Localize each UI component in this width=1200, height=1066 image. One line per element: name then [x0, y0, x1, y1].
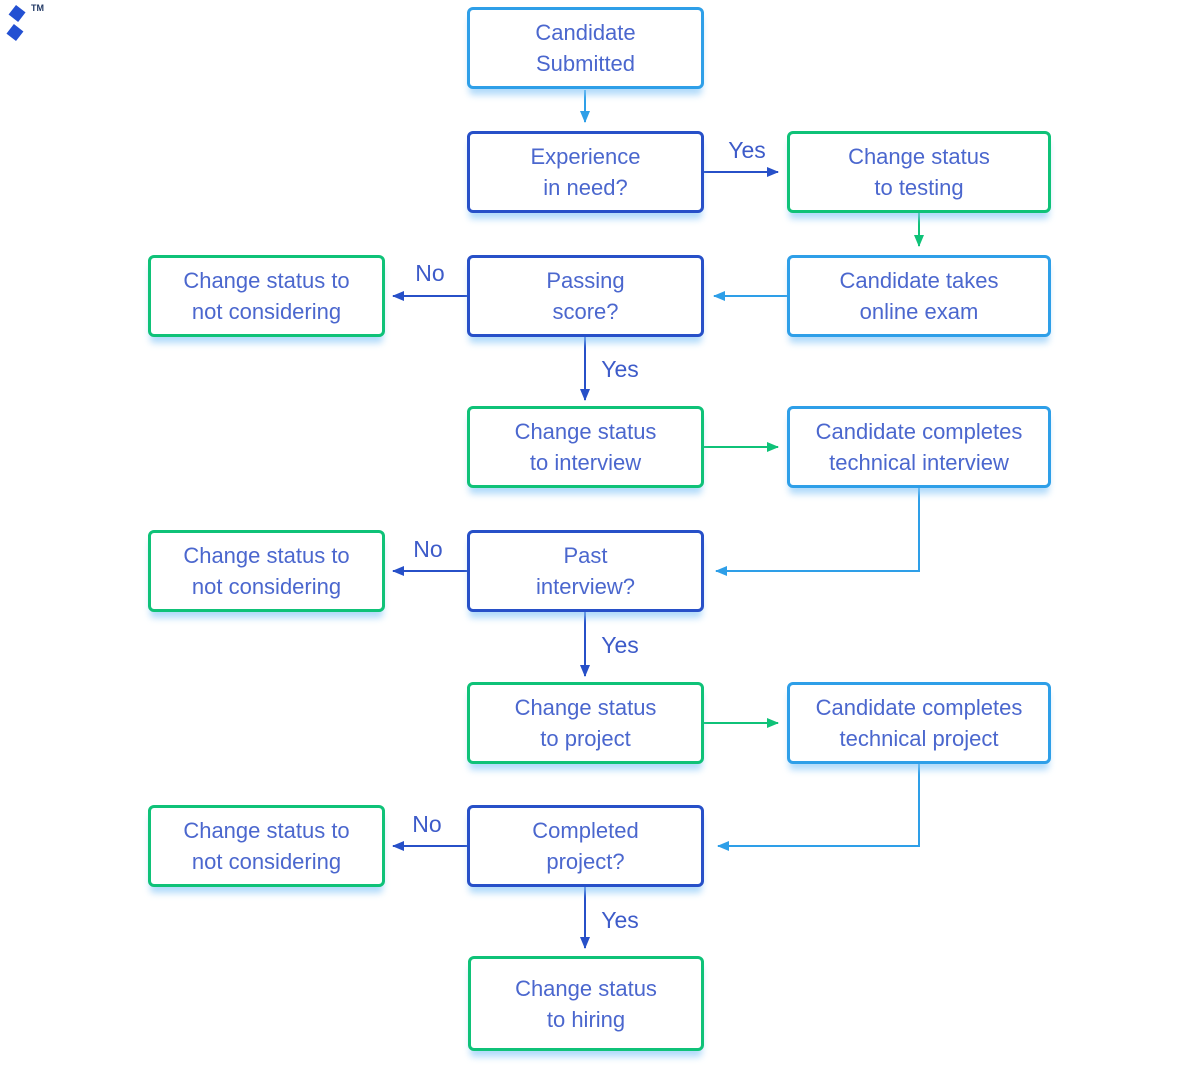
node-candidate-takes-exam	[787, 255, 1051, 337]
node-passing-score	[467, 255, 704, 337]
node-text: Change status	[514, 419, 657, 444]
node-experience-in-need	[467, 131, 704, 213]
node-completed-project	[467, 805, 704, 887]
node-text: Submitted	[535, 51, 636, 76]
node-text: technical project	[839, 726, 999, 751]
node-text: online exam	[859, 299, 979, 324]
edge-label-yes-experience: Yes	[728, 137, 766, 163]
node-change-status-project	[467, 682, 704, 764]
node-text: to testing	[874, 175, 964, 200]
connector-tech-project-to-completed	[718, 764, 919, 846]
node-text: to interview	[529, 450, 642, 475]
node-text: Change status to	[183, 543, 350, 568]
edge-label-yes-passing: Yes	[601, 356, 639, 382]
edge-label-yes-past: Yes	[601, 632, 639, 658]
node-text: not considering	[191, 299, 342, 324]
node-text: Experience	[530, 144, 641, 169]
trademark-label: TM	[31, 3, 44, 13]
node-candidate-submitted	[467, 7, 704, 89]
node-text: Change status to	[183, 818, 350, 843]
node-text: Passing	[546, 268, 625, 293]
node-text: Candidate takes	[839, 268, 999, 293]
toptal-logo-icon	[5, 5, 27, 41]
connector-tech-interview-to-past	[716, 488, 919, 571]
node-text: Change status	[848, 144, 990, 169]
edge-label-no-completed: No	[412, 811, 442, 837]
node-not-considering-2	[148, 530, 385, 612]
node-change-status-hiring	[468, 956, 704, 1051]
toptal-logo	[5, 5, 49, 45]
node-text: not considering	[191, 574, 342, 599]
node-text: to project	[540, 726, 631, 751]
node-text: Candidate	[535, 20, 636, 45]
node-candidate-completes-project	[787, 682, 1051, 764]
node-text: Change status to	[183, 268, 350, 293]
edge-label-no-passing: No	[415, 260, 445, 286]
node-text: score?	[552, 299, 619, 324]
node-change-status-interview	[467, 406, 704, 488]
node-not-considering-3	[148, 805, 385, 887]
node-text: Change status	[514, 695, 657, 720]
node-change-status-testing	[787, 131, 1051, 213]
node-text: interview?	[535, 574, 636, 599]
node-candidate-completes-interview	[787, 406, 1051, 488]
node-text: Candidate completes	[815, 419, 1023, 444]
node-text: Candidate completes	[815, 695, 1023, 720]
node-text: project?	[546, 849, 625, 874]
node-not-considering-1	[148, 255, 385, 337]
node-text: technical interview	[829, 450, 1009, 475]
node-text: Completed	[532, 818, 639, 843]
node-text: Change status	[515, 975, 657, 1001]
node-text: in need?	[543, 175, 628, 200]
node-text: not considering	[191, 849, 342, 874]
node-text: to hiring	[546, 1006, 626, 1032]
node-past-interview	[467, 530, 704, 612]
node-text: Past	[563, 543, 608, 568]
edge-label-yes-completed: Yes	[601, 907, 639, 933]
edge-label-no-past: No	[413, 536, 443, 562]
